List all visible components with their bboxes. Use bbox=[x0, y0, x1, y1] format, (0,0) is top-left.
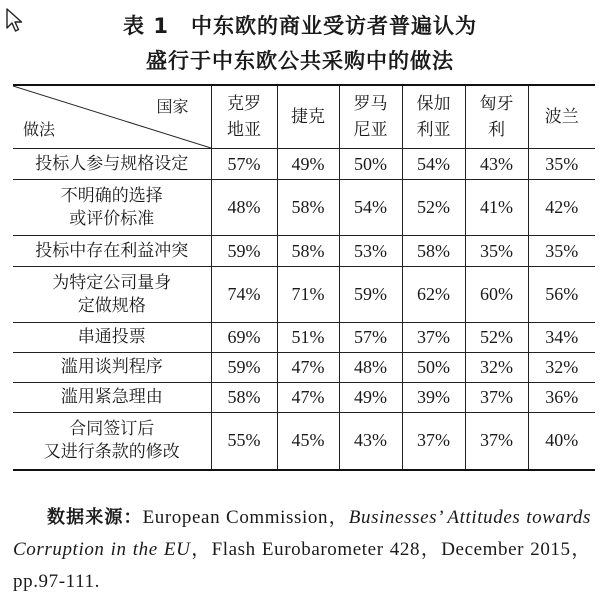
column-header: 捷克 bbox=[277, 85, 339, 149]
table-row bbox=[13, 267, 595, 323]
value-cell: 52% bbox=[402, 180, 465, 236]
row-label: 合同签订后 又进行条款的修改 bbox=[13, 413, 211, 470]
source-publisher: European Commission， bbox=[142, 507, 349, 528]
value-cell: 37% bbox=[402, 323, 465, 353]
table-row bbox=[13, 353, 595, 383]
header-row bbox=[13, 85, 595, 149]
value-cell: 49% bbox=[277, 149, 339, 180]
value-cell: 55% bbox=[211, 413, 277, 470]
value-cell: 47% bbox=[277, 383, 339, 413]
column-header: 匈牙 利 bbox=[465, 85, 528, 149]
value-cell: 59% bbox=[211, 353, 277, 383]
value-cell: 43% bbox=[465, 149, 528, 180]
value-cell: 58% bbox=[277, 236, 339, 267]
value-cell: 59% bbox=[211, 236, 277, 267]
value-cell: 50% bbox=[339, 149, 402, 180]
table-title-line2: 盛行于中东欧公共采购中的做法 bbox=[146, 49, 454, 73]
value-cell: 69% bbox=[211, 323, 277, 353]
value-cell: 43% bbox=[339, 413, 402, 470]
value-cell: 35% bbox=[528, 236, 595, 267]
value-cell: 58% bbox=[277, 180, 339, 236]
column-header: 克罗 地亚 bbox=[211, 85, 277, 149]
value-cell: 37% bbox=[402, 413, 465, 470]
value-cell: 50% bbox=[402, 353, 465, 383]
value-cell: 45% bbox=[277, 413, 339, 470]
table-number: 表 1 bbox=[123, 14, 169, 38]
data-table bbox=[13, 84, 595, 471]
table-row bbox=[13, 383, 595, 413]
value-cell: 52% bbox=[465, 323, 528, 353]
row-label: 串通投票 bbox=[13, 323, 211, 353]
value-cell: 48% bbox=[339, 353, 402, 383]
table-row bbox=[13, 413, 595, 470]
value-cell: 56% bbox=[528, 267, 595, 323]
row-label: 为特定公司量身 定做规格 bbox=[13, 267, 211, 323]
value-cell: 51% bbox=[277, 323, 339, 353]
row-label: 滥用紧急理由 bbox=[13, 383, 211, 413]
value-cell: 48% bbox=[211, 180, 277, 236]
row-label: 投标中存在利益冲突 bbox=[13, 236, 211, 267]
column-header: 保加 利亚 bbox=[402, 85, 465, 149]
row-label: 投标人参与规格设定 bbox=[13, 149, 211, 180]
column-header: 罗马 尼亚 bbox=[339, 85, 402, 149]
value-cell: 54% bbox=[402, 149, 465, 180]
source-report-title: Businesses’ Attitudes towards Corruption in the EU bbox=[13, 507, 591, 560]
value-cell: 58% bbox=[402, 236, 465, 267]
value-cell: 35% bbox=[528, 149, 595, 180]
value-cell: 39% bbox=[402, 383, 465, 413]
value-cell: 37% bbox=[465, 413, 528, 470]
value-cell: 57% bbox=[339, 323, 402, 353]
row-label: 不明确的选择 或评价标准 bbox=[13, 180, 211, 236]
value-cell: 42% bbox=[528, 180, 595, 236]
corner-label-country: 国家 bbox=[156, 97, 189, 116]
value-cell: 58% bbox=[211, 383, 277, 413]
value-cell: 74% bbox=[211, 267, 277, 323]
value-cell: 32% bbox=[528, 353, 595, 383]
table-row bbox=[13, 180, 595, 236]
table-title bbox=[0, 10, 600, 40]
table-title-line1: 中东欧的商业受访者普遍认为 bbox=[190, 14, 477, 38]
value-cell: 47% bbox=[277, 353, 339, 383]
corner-label-practice: 做法 bbox=[23, 120, 56, 139]
value-cell: 53% bbox=[339, 236, 402, 267]
value-cell: 35% bbox=[465, 236, 528, 267]
value-cell: 40% bbox=[528, 413, 595, 470]
source-label: 数据来源： bbox=[47, 507, 143, 528]
value-cell: 32% bbox=[465, 353, 528, 383]
value-cell: 71% bbox=[277, 267, 339, 323]
corner-header-cell bbox=[13, 85, 211, 149]
value-cell: 60% bbox=[465, 267, 528, 323]
source-details: ，Flash Eurobarometer 428，December 2015，pp.97-111. bbox=[13, 539, 592, 592]
value-cell: 36% bbox=[528, 383, 595, 413]
table-row bbox=[13, 323, 595, 353]
column-header: 波兰 bbox=[528, 85, 595, 149]
value-cell: 34% bbox=[528, 323, 595, 353]
value-cell: 41% bbox=[465, 180, 528, 236]
value-cell: 59% bbox=[339, 267, 402, 323]
value-cell: 37% bbox=[465, 383, 528, 413]
row-label: 滥用谈判程序 bbox=[13, 353, 211, 383]
value-cell: 62% bbox=[402, 267, 465, 323]
source-note bbox=[13, 502, 591, 598]
table-row bbox=[13, 149, 595, 180]
table-row bbox=[13, 236, 595, 267]
value-cell: 57% bbox=[211, 149, 277, 180]
value-cell: 54% bbox=[339, 180, 402, 236]
value-cell: 49% bbox=[339, 383, 402, 413]
